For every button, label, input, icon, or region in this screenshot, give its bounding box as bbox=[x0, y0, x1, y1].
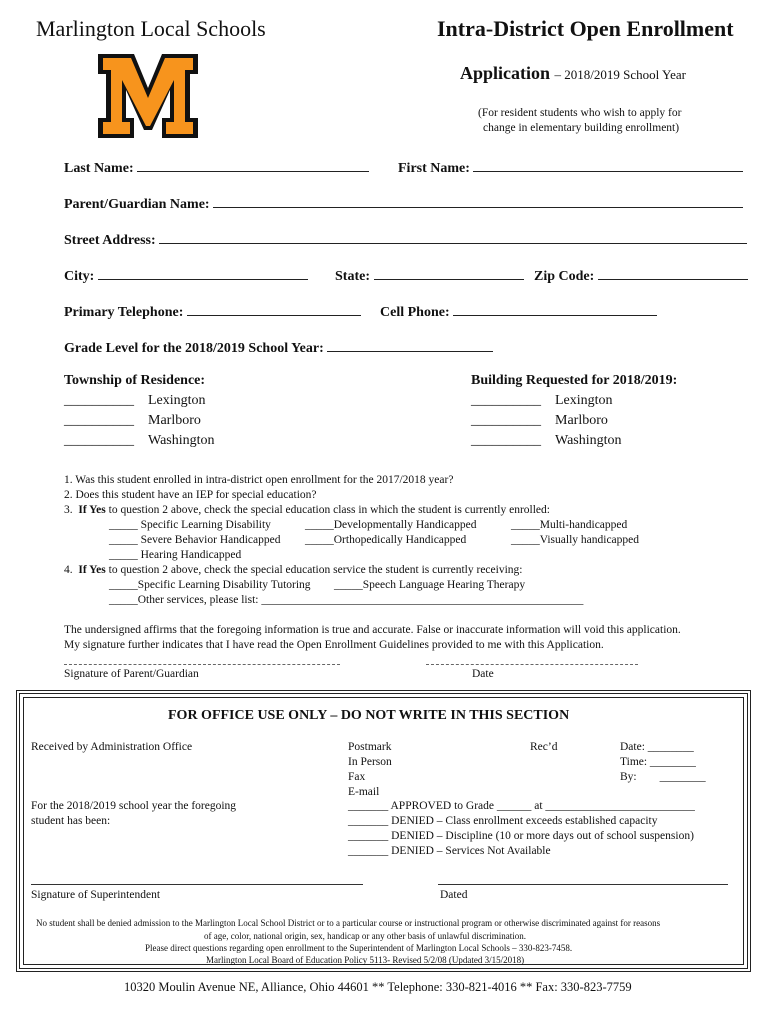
parent-date-label: Date bbox=[472, 668, 494, 680]
question-4: 4. If Yes to question 2 above, check the special education service the student is currently receiving: bbox=[64, 564, 523, 576]
outcome-approved[interactable]: _______ APPROVED to Grade ______ at __________________________ bbox=[348, 800, 695, 812]
method-fax: Fax bbox=[348, 771, 366, 783]
township-option-marlboro[interactable]: __________ Marlboro bbox=[64, 413, 201, 428]
question-2: 2. Does this student have an IEP for special education? bbox=[64, 489, 317, 501]
q3-option-vh[interactable]: _____Visually handicapped bbox=[511, 534, 640, 546]
subtitle-line-1: (For resident students who wish to apply for bbox=[478, 107, 682, 119]
method-email: E-mail bbox=[348, 786, 380, 798]
parent-signature-line[interactable] bbox=[64, 664, 340, 665]
received-label: Received by Administration Office bbox=[31, 741, 193, 753]
year-statement-1: For the 2018/2019 school year the foregoing bbox=[31, 800, 237, 812]
parent-signature-label: Signature of Parent/Guardian bbox=[64, 668, 199, 680]
subtitle-line-2: change in elementary building enrollment) bbox=[483, 122, 680, 134]
building-option-marlboro[interactable]: __________ Marlboro bbox=[471, 413, 608, 428]
building-heading: Building Requested for 2018/2019: bbox=[471, 373, 678, 388]
school-logo-icon bbox=[96, 50, 200, 142]
office-by: By: ________ bbox=[620, 771, 706, 783]
q3-option-sld[interactable]: _____ Specific Learning Disability bbox=[109, 519, 271, 531]
q4-option-sld-tutoring[interactable]: _____Specific Learning Disability Tutoring bbox=[109, 579, 311, 591]
question-3: 3. If Yes to question 2 above, check the special education class in which the student is currently enrolled: bbox=[64, 504, 550, 516]
cell-phone-line[interactable] bbox=[453, 302, 657, 316]
school-name: Marlington Local Schools bbox=[36, 16, 266, 41]
q3-option-dh[interactable]: _____Developmentally Handicapped bbox=[305, 519, 477, 531]
office-use-title: FOR OFFICE USE ONLY – DO NOT WRITE IN THIS SECTION bbox=[168, 708, 570, 723]
outcome-denied-services[interactable]: _______ DENIED – Services Not Available bbox=[348, 845, 551, 857]
application-word: Application bbox=[460, 63, 551, 83]
office-time: Time: ________ bbox=[620, 756, 696, 768]
outcome-denied-discipline[interactable]: _______ DENIED – Discipline (10 or more days out of school suspension) bbox=[348, 830, 694, 842]
year-statement-2: student has been: bbox=[31, 815, 111, 827]
q3-option-oh[interactable]: _____Orthopedically Handicapped bbox=[305, 534, 467, 546]
method-in-person: In Person bbox=[348, 756, 392, 768]
question-1: 1. Was this student enrolled in intra-district open enrollment for the 2017/2018 year? bbox=[64, 474, 454, 486]
building-option-lexington[interactable]: __________ Lexington bbox=[471, 393, 613, 408]
form-title: Intra-District Open Enrollment bbox=[437, 16, 734, 41]
primary-phone-line[interactable] bbox=[187, 302, 361, 316]
city-label: City: bbox=[64, 266, 308, 285]
policy-line-2: of age, color, national origin, sex, handicap or any other basis of unlawful discrimination. bbox=[204, 931, 527, 941]
street-address-label: Street Address: bbox=[64, 230, 747, 249]
cell-phone-label: Cell Phone: bbox=[380, 302, 657, 321]
grade-level-label: Grade Level for the 2018/2019 School Year: bbox=[64, 338, 493, 357]
zip-line[interactable] bbox=[598, 266, 748, 280]
parent-guardian-label: Parent/Guardian Name: bbox=[64, 194, 743, 213]
outcome-denied-capacity[interactable]: _______ DENIED – Class enrollment exceeds established capacity bbox=[348, 815, 658, 827]
state-label: State: bbox=[335, 266, 524, 285]
q4-option-other[interactable]: _____Other services, please list: ________________________________________________________ bbox=[109, 594, 584, 606]
superintendent-dated-label: Dated bbox=[440, 889, 468, 901]
township-option-washington[interactable]: __________ Washington bbox=[64, 433, 215, 448]
school-year: – 2018/2019 School Year bbox=[554, 67, 686, 82]
policy-line-3: Please direct questions regarding open enrollment to the Superintendent of Marlington Local Schools – 330-823-7458. bbox=[145, 943, 573, 953]
superintendent-signature-label: Signature of Superintendent bbox=[31, 889, 161, 901]
q3-option-sbh[interactable]: _____ Severe Behavior Handicapped bbox=[109, 534, 281, 546]
building-option-washington[interactable]: __________ Washington bbox=[471, 433, 622, 448]
q3-option-hh[interactable]: _____ Hearing Handicapped bbox=[109, 549, 242, 561]
grade-level-line[interactable] bbox=[327, 338, 493, 352]
last-name-label: Last Name: bbox=[64, 158, 369, 177]
q3-option-mh[interactable]: _____Multi-handicapped bbox=[511, 519, 628, 531]
footer-address: 10320 Moulin Avenue NE, Alliance, Ohio 44601 ** Telephone: 330-821-4016 ** Fax: 330-823-7759 bbox=[124, 980, 632, 994]
affirm-line-2: My signature further indicates that I have read the Open Enrollment Guidelines provided to me with this Application. bbox=[64, 639, 604, 651]
parent-guardian-line[interactable] bbox=[213, 194, 743, 208]
primary-phone-label: Primary Telephone: bbox=[64, 302, 361, 321]
first-name-label: First Name: bbox=[398, 158, 743, 177]
method-postmark: Postmark bbox=[348, 741, 392, 753]
street-address-line[interactable] bbox=[159, 230, 747, 244]
first-name-line[interactable] bbox=[473, 158, 743, 172]
parent-date-line[interactable] bbox=[426, 664, 638, 665]
township-option-lexington[interactable]: __________ Lexington bbox=[64, 393, 206, 408]
township-heading: Township of Residence: bbox=[64, 373, 206, 388]
city-line[interactable] bbox=[98, 266, 308, 280]
policy-line-4: Marlington Local Board of Education Policy 5113- Revised 5/2/08 (Updated 3/15/2018) bbox=[206, 955, 525, 965]
affirm-line-1: The undersigned affirms that the foregoing information is true and accurate. False or inaccurate information will void this application. bbox=[64, 624, 681, 636]
application-heading bbox=[460, 63, 686, 84]
zip-label: Zip Code: bbox=[534, 266, 748, 285]
superintendent-date-line[interactable] bbox=[438, 884, 728, 885]
last-name-line[interactable] bbox=[137, 158, 369, 172]
office-date: Date: ________ bbox=[620, 741, 694, 753]
q4-option-speech[interactable]: _____Speech Language Hearing Therapy bbox=[334, 579, 526, 591]
superintendent-signature-line[interactable] bbox=[31, 884, 363, 885]
policy-line-1: No student shall be denied admission to the Marlington Local School District or to a particular course or instructional program or otherwise discriminated against for reasons bbox=[36, 918, 661, 928]
state-line[interactable] bbox=[374, 266, 524, 280]
recd-label: Rec’d bbox=[530, 741, 558, 753]
